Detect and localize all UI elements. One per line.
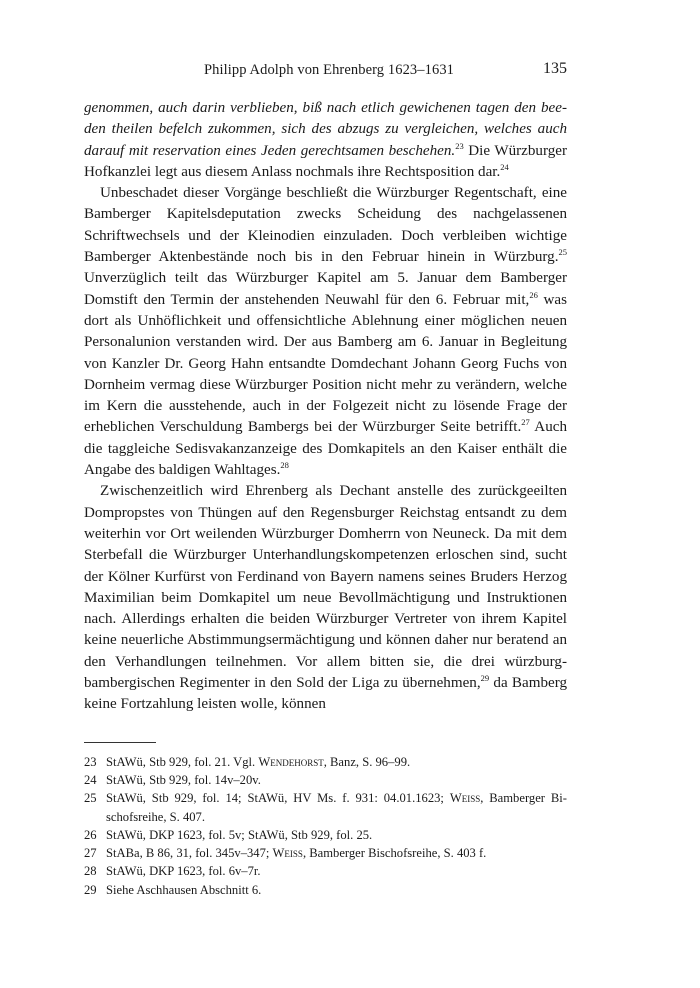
paragraph xyxy=(84,183,567,481)
footnote-text-part: StAWü, Stb 929, fol. 14v–20v. xyxy=(106,772,261,787)
footnote-ref[interactable]: 26 xyxy=(529,289,538,300)
footnote-text-part: , Bamberger Bischofsreihe, S. 407. xyxy=(106,791,567,824)
paragraph-text: da Bamberg keine Fortzahlung leisten wolle, können xyxy=(84,675,567,713)
footnote-number: 29 xyxy=(84,882,97,897)
footnote xyxy=(84,826,567,844)
paragraph-text: Die Würzburger Hofkanzlei legt aus diesem Anlass nochmals ihre Rechtsposition dar. xyxy=(84,142,567,180)
footnote-text-part: StABa, B 86, 31, fol. 345v–347; xyxy=(106,846,273,861)
paragraph-text: Unverzüglich teilt das Würzburger Kapitel am 5. Januar dem Bamberger Domstift den Termin der anstehenden Neuwahl für den 6. Februar mit, xyxy=(84,270,567,308)
footnote-number: 28 xyxy=(84,864,97,879)
book-page xyxy=(84,58,567,899)
footnote-text-part: Siehe Aschhausen Abschnitt 6. xyxy=(106,882,262,897)
running-header xyxy=(84,58,567,82)
running-title: Philipp Adolph von Ehrenberg 1623–1631 xyxy=(204,62,455,78)
footnote-text xyxy=(106,826,567,844)
footnote-text xyxy=(106,862,567,880)
author-name: Wendehorst xyxy=(258,754,324,769)
footnote xyxy=(84,881,567,899)
footnote-text-part: StAWü, Stb 929, fol. 14; StAWü, HV Ms. f. 931: 04.01.1623; xyxy=(106,791,450,806)
footnote-text-part: , Banz, S. 96–99. xyxy=(323,754,411,769)
author-name: Weiss xyxy=(449,791,481,806)
footnote-text xyxy=(106,771,567,789)
footnote-ref[interactable]: 27 xyxy=(521,417,530,428)
footnote-ref[interactable]: 28 xyxy=(280,460,289,471)
page-number: 135 xyxy=(543,60,567,77)
footnote xyxy=(84,844,567,862)
footnote-number: 23 xyxy=(84,754,97,769)
footnote xyxy=(84,862,567,880)
footnote-text xyxy=(106,881,567,899)
footnote-text-part: , Bamberger Bischofsreihe, S. 403 f. xyxy=(302,846,487,861)
paragraph-text: Unbeschadet dieser Vorgänge beschließt die Würzburger Regentschaft, eine Bamberger Kapitelsdeputation zwecks Scheidung des nachgelassenen Schriftwechsels und der Kleinodien einzuladen. Doch verbleiben wichtige Bamberger Aktenbestände noch bis in den Februar hinein in Würzburg. xyxy=(84,185,567,266)
paragraph-text: Zwischenzeitlich wird Ehrenberg als Dechant anstelle des zurückgeeilten Dompropstes von Thüngen auf den Regensburger Reichstag entsandt zu dem weiterhin vor Ort weilenden Würzburger Domherrn von Neuneck. Da mit dem Sterbefall die Würzburger Unterhandlungskompetenzen erloschen sind, sucht der Kölner Kurfürst von Ferdinand von Bayern namens seines Bruders Herzog Maximilian beim Domkapitel um neue Bevollmächtigung und Instruktionen nach. Allerdings erhalten die beiden Würzburger Vertreter von ihrem Kapitel keine neuerliche Abstimmungsermächtigung und können daher nur beratend an den Verhandlungen teilnehmen. Vor allem bitten sie, die drei würzburg-bambergischen Regimenter in den Sold der Liga zu übernehmen, xyxy=(84,483,567,692)
footnote-ref[interactable]: 24 xyxy=(500,161,509,172)
footnote-text xyxy=(106,753,567,771)
paragraph-text: was dort als Unhöflichkeit und offensichtliche Ablehnung einer möglichen neuen Personalunion verstanden wird. Der aus Bamberg am 6. Januar in Begleitung von Kanzler Dr. Georg Hahn entsandte Domdechant Johann Georg Fuchs von Dornheim vermag diese Würzburger Position nicht mehr zu verändern, welche im Kern die ausstehende, auch in der Folgezeit nicht zu lösende Frage der erheblichen Verschuldung Bambergs bei der Würzburger Seite betrifft. xyxy=(84,291,567,436)
footnote-text-part: StAWü, DKP 1623, fol. 6v–7r. xyxy=(106,864,261,879)
footnote-ref[interactable]: 23 xyxy=(455,140,464,151)
footnote-number: 24 xyxy=(84,772,97,787)
footnote-ref[interactable]: 29 xyxy=(480,673,490,684)
main-text xyxy=(84,98,567,716)
footnote-number: 27 xyxy=(84,846,97,861)
footnote-divider xyxy=(84,742,156,743)
footnote-text xyxy=(106,844,567,862)
footnote xyxy=(84,789,567,826)
footnote xyxy=(84,771,567,789)
footnote-text-part: StAWü, Stb 929, fol. 21. Vgl. xyxy=(106,754,259,769)
footnote-text-part: StAWü, DKP 1623, fol. 5v; StAWü, Stb 929, fol. 25. xyxy=(106,827,373,842)
footnote-number: 25 xyxy=(84,791,97,806)
footnote xyxy=(84,753,567,771)
paragraph-text: Auch die taggleiche Sedisvakanzanzeige des Domkapitels an den Kaiser enthält die Angabe des baldigen Wahltages. xyxy=(84,419,567,479)
footnote-ref[interactable]: 25 xyxy=(558,247,567,258)
footnote-number: 26 xyxy=(84,827,97,842)
footnote-text xyxy=(106,789,567,826)
footnotes xyxy=(84,753,567,899)
paragraph xyxy=(84,481,567,715)
author-name: Weiss xyxy=(272,846,303,861)
quotation-italic: genommen, auch darin verblieben, biß nach etlich gewichenen tagen den beeden theilen befelch zukommen, sich des abzugs zu vergleichen, welches auch darauf mit reservation eines Jeden gerechtsamen beschehen. xyxy=(84,100,567,159)
paragraph xyxy=(84,98,567,183)
